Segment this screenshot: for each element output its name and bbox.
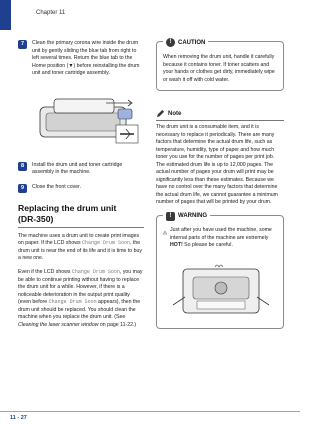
page-number: 11 - 27: [10, 415, 27, 421]
pencil-icon: [156, 109, 165, 118]
note-rule: [156, 120, 284, 121]
drum-cleaning-illustration: [36, 89, 144, 149]
warning-box: [156, 212, 284, 329]
step-number: 8: [18, 162, 27, 171]
step-text: Clean the primary corona wire inside the drum unit by gently sliding the blue tab from right to left several times. Return the blue tab to the Home position (▼) before reinstalling the drum unit and toner cartridge assembly.: [32, 40, 140, 77]
lcd-message: Change Drum Soon: [82, 240, 131, 247]
note-header: Note: [156, 109, 284, 118]
warning-icon: !: [166, 212, 175, 221]
left-column: [18, 40, 144, 335]
machine-interior-illustration: [163, 261, 279, 317]
caution-header: ! CAUTION: [163, 38, 208, 47]
chapter-side-tab: [0, 0, 11, 30]
step-text: Close the front cover.: [32, 183, 82, 190]
step-8: [18, 162, 144, 177]
note-box: [156, 99, 284, 207]
section-heading: Replacing the drum unit (DR-350): [18, 203, 117, 224]
chapter-header: Chapter 11: [36, 10, 66, 16]
heading-rule: [18, 227, 144, 228]
lcd-message: Change Drum Soon: [48, 299, 97, 306]
footer-rule: [0, 411, 300, 412]
warning-header: ! WARNING: [163, 212, 210, 221]
cross-reference-link: Cleaning the laser scanner window: [18, 321, 99, 328]
step-number: 7: [18, 40, 27, 49]
paragraph-drum-life: The machine uses a drum unit to create print images on paper. If the LCD shows Change Drum Soon, the drum unit is near the end of its life and it is time to buy a new one.: [18, 232, 142, 262]
caution-icon: !: [166, 38, 175, 47]
caution-box: [156, 41, 284, 91]
step-7: [18, 40, 144, 78]
lcd-message: Change Drum Soon: [71, 269, 120, 275]
note-text: The drum unit is a consumable item, and it is necessary to replace it periodically. There are many factors that determine the actual drum life, such as temperature, humidity, type of paper and how much toner you use for the number of pages per print job. The estimated drum life is up to 12,000 pages. The actual number of pages your drum will print may be significantly less than these estimates. Because we have no control over the many factors that determine the actual drum life, we cannot guarantee a minimum number of pages that will be printed by your drum.: [156, 124, 278, 206]
step-text: Install the drum unit and toner cartridge assembly in the machine.: [32, 161, 123, 176]
warning-text: Just after you have used the machine, some internal parts of the machine are extremely HOT! So please be careful.: [170, 226, 272, 249]
paragraph-replace-advice: Even if the LCD shows Change Drum Soon, you may be able to continue printing without having to replace the drum unit for a while. However, if there is a noticeable deterioration in the output print quality (even before Change Drum Soon appears), then the drum unit should be replaced. You should clean the machine when you replace the drum unit. (See Cleaning the laser scanner window on page 11-22.): [18, 269, 143, 328]
right-column: [156, 41, 284, 329]
caution-text: When removing the drum unit, handle it carefully because it contains toner. If toner scatters and your hands or clothes get dirty, immediately wipe or wash it off with cold water.: [163, 54, 275, 83]
step-number: 9: [18, 184, 27, 193]
hot-surface-icon: [163, 228, 167, 237]
step-9: [18, 184, 144, 192]
